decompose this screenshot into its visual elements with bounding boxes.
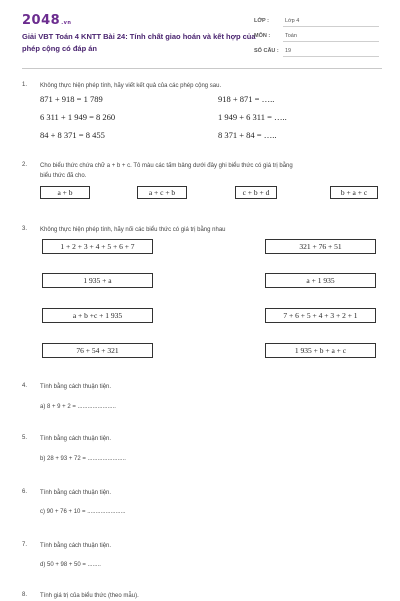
q4-text: Tính bằng cách thuận tiện.: [40, 384, 112, 390]
q7-text: Tính bằng cách thuận tiện.: [40, 543, 112, 549]
q2-text-line1: Cho biểu thức chứa chữ a + b + c. Tô màu các tấm bảng dưới đây ghi biểu thức có giá trị bằng: [40, 163, 293, 169]
q2-box-3[interactable]: c + b + d: [235, 186, 277, 199]
q4-answer-line[interactable]: a) 8 + 9 + 2 = .......................: [40, 404, 116, 410]
q6-answer-line[interactable]: c) 90 + 76 + 10 = .......................: [40, 509, 126, 515]
subject-underline: [283, 41, 379, 42]
q3-right-box-1[interactable]: 321 + 76 + 51: [265, 239, 376, 254]
count-underline: [283, 56, 379, 57]
q1-left-3: 84 + 8 371 = 8 455: [40, 130, 105, 140]
q2-box-1[interactable]: a + b: [40, 186, 90, 199]
q5-text: Tính bằng cách thuận tiện.: [40, 436, 112, 442]
q3-number: 3.: [22, 226, 28, 232]
q3-text: Không thực hiện phép tính, hãy nối các biểu thức có giá trị bằng nhau: [40, 227, 226, 233]
q6-number: 6.: [22, 489, 28, 495]
q8-text: Tính giá trị của biểu thức (theo mẫu).: [40, 593, 139, 599]
count-value: 19: [285, 48, 292, 54]
q3-left-box-3[interactable]: a + b +c + 1 935: [42, 308, 153, 323]
q4-number: 4.: [22, 383, 28, 389]
q6-text: Tính bằng cách thuận tiện.: [40, 490, 112, 496]
q7-answer-line[interactable]: d) 50 + 98 + 50 = ........: [40, 562, 101, 568]
count-label: SỐ CÂU :: [254, 48, 279, 54]
q2-box-4[interactable]: b + a + c: [330, 186, 378, 199]
class-underline: [283, 26, 379, 27]
q8-number: 8.: [22, 592, 28, 598]
q1-right-1: 918 + 871 = …..: [218, 94, 275, 104]
q5-answer-line[interactable]: b) 28 + 93 + 72 = .......................: [40, 456, 126, 462]
q3-left-box-1[interactable]: 1 + 2 + 3 + 4 + 5 + 6 + 7: [42, 239, 153, 254]
q2-text-line2: biểu thức đã cho.: [40, 173, 87, 179]
q3-right-box-2[interactable]: a + 1 935: [265, 273, 376, 288]
class-label: LỚP :: [254, 18, 269, 24]
q1-text: Không thực hiện phép tính, hãy viết kết quả của các phép cộng sau.: [40, 83, 222, 89]
q3-left-box-2[interactable]: 1 935 + a: [42, 273, 153, 288]
q3-left-box-4[interactable]: 76 + 54 + 321: [42, 343, 153, 358]
q2-number: 2.: [22, 162, 28, 168]
q1-number: 1.: [22, 82, 28, 88]
header-divider: [22, 68, 382, 69]
q1-right-2: 1 949 + 6 311 = …..: [218, 112, 287, 122]
q1-left-2: 6 311 + 1 949 = 8 260: [40, 112, 116, 122]
subject-label: MÔN :: [254, 33, 271, 39]
q1-right-3: 8 371 + 84 = …..: [218, 130, 277, 140]
site-logo: 2048.vn: [22, 13, 72, 28]
q3-right-box-3[interactable]: 7 + 6 + 5 + 4 + 3 + 2 + 1: [265, 308, 376, 323]
q5-number: 5.: [22, 435, 28, 441]
subject-value: Toán: [285, 33, 297, 39]
page-title: Giải VBT Toán 4 KNTT Bài 24: Tính chất giao hoán và kết hợp của phép cộng có đáp án: [22, 32, 256, 53]
q2-box-2[interactable]: a + c + b: [137, 186, 187, 199]
q3-right-box-4[interactable]: 1 935 + b + a + c: [265, 343, 376, 358]
q7-number: 7.: [22, 542, 28, 548]
class-value: Lớp 4: [285, 18, 300, 24]
q1-left-1: 871 + 918 = 1 789: [40, 94, 103, 104]
